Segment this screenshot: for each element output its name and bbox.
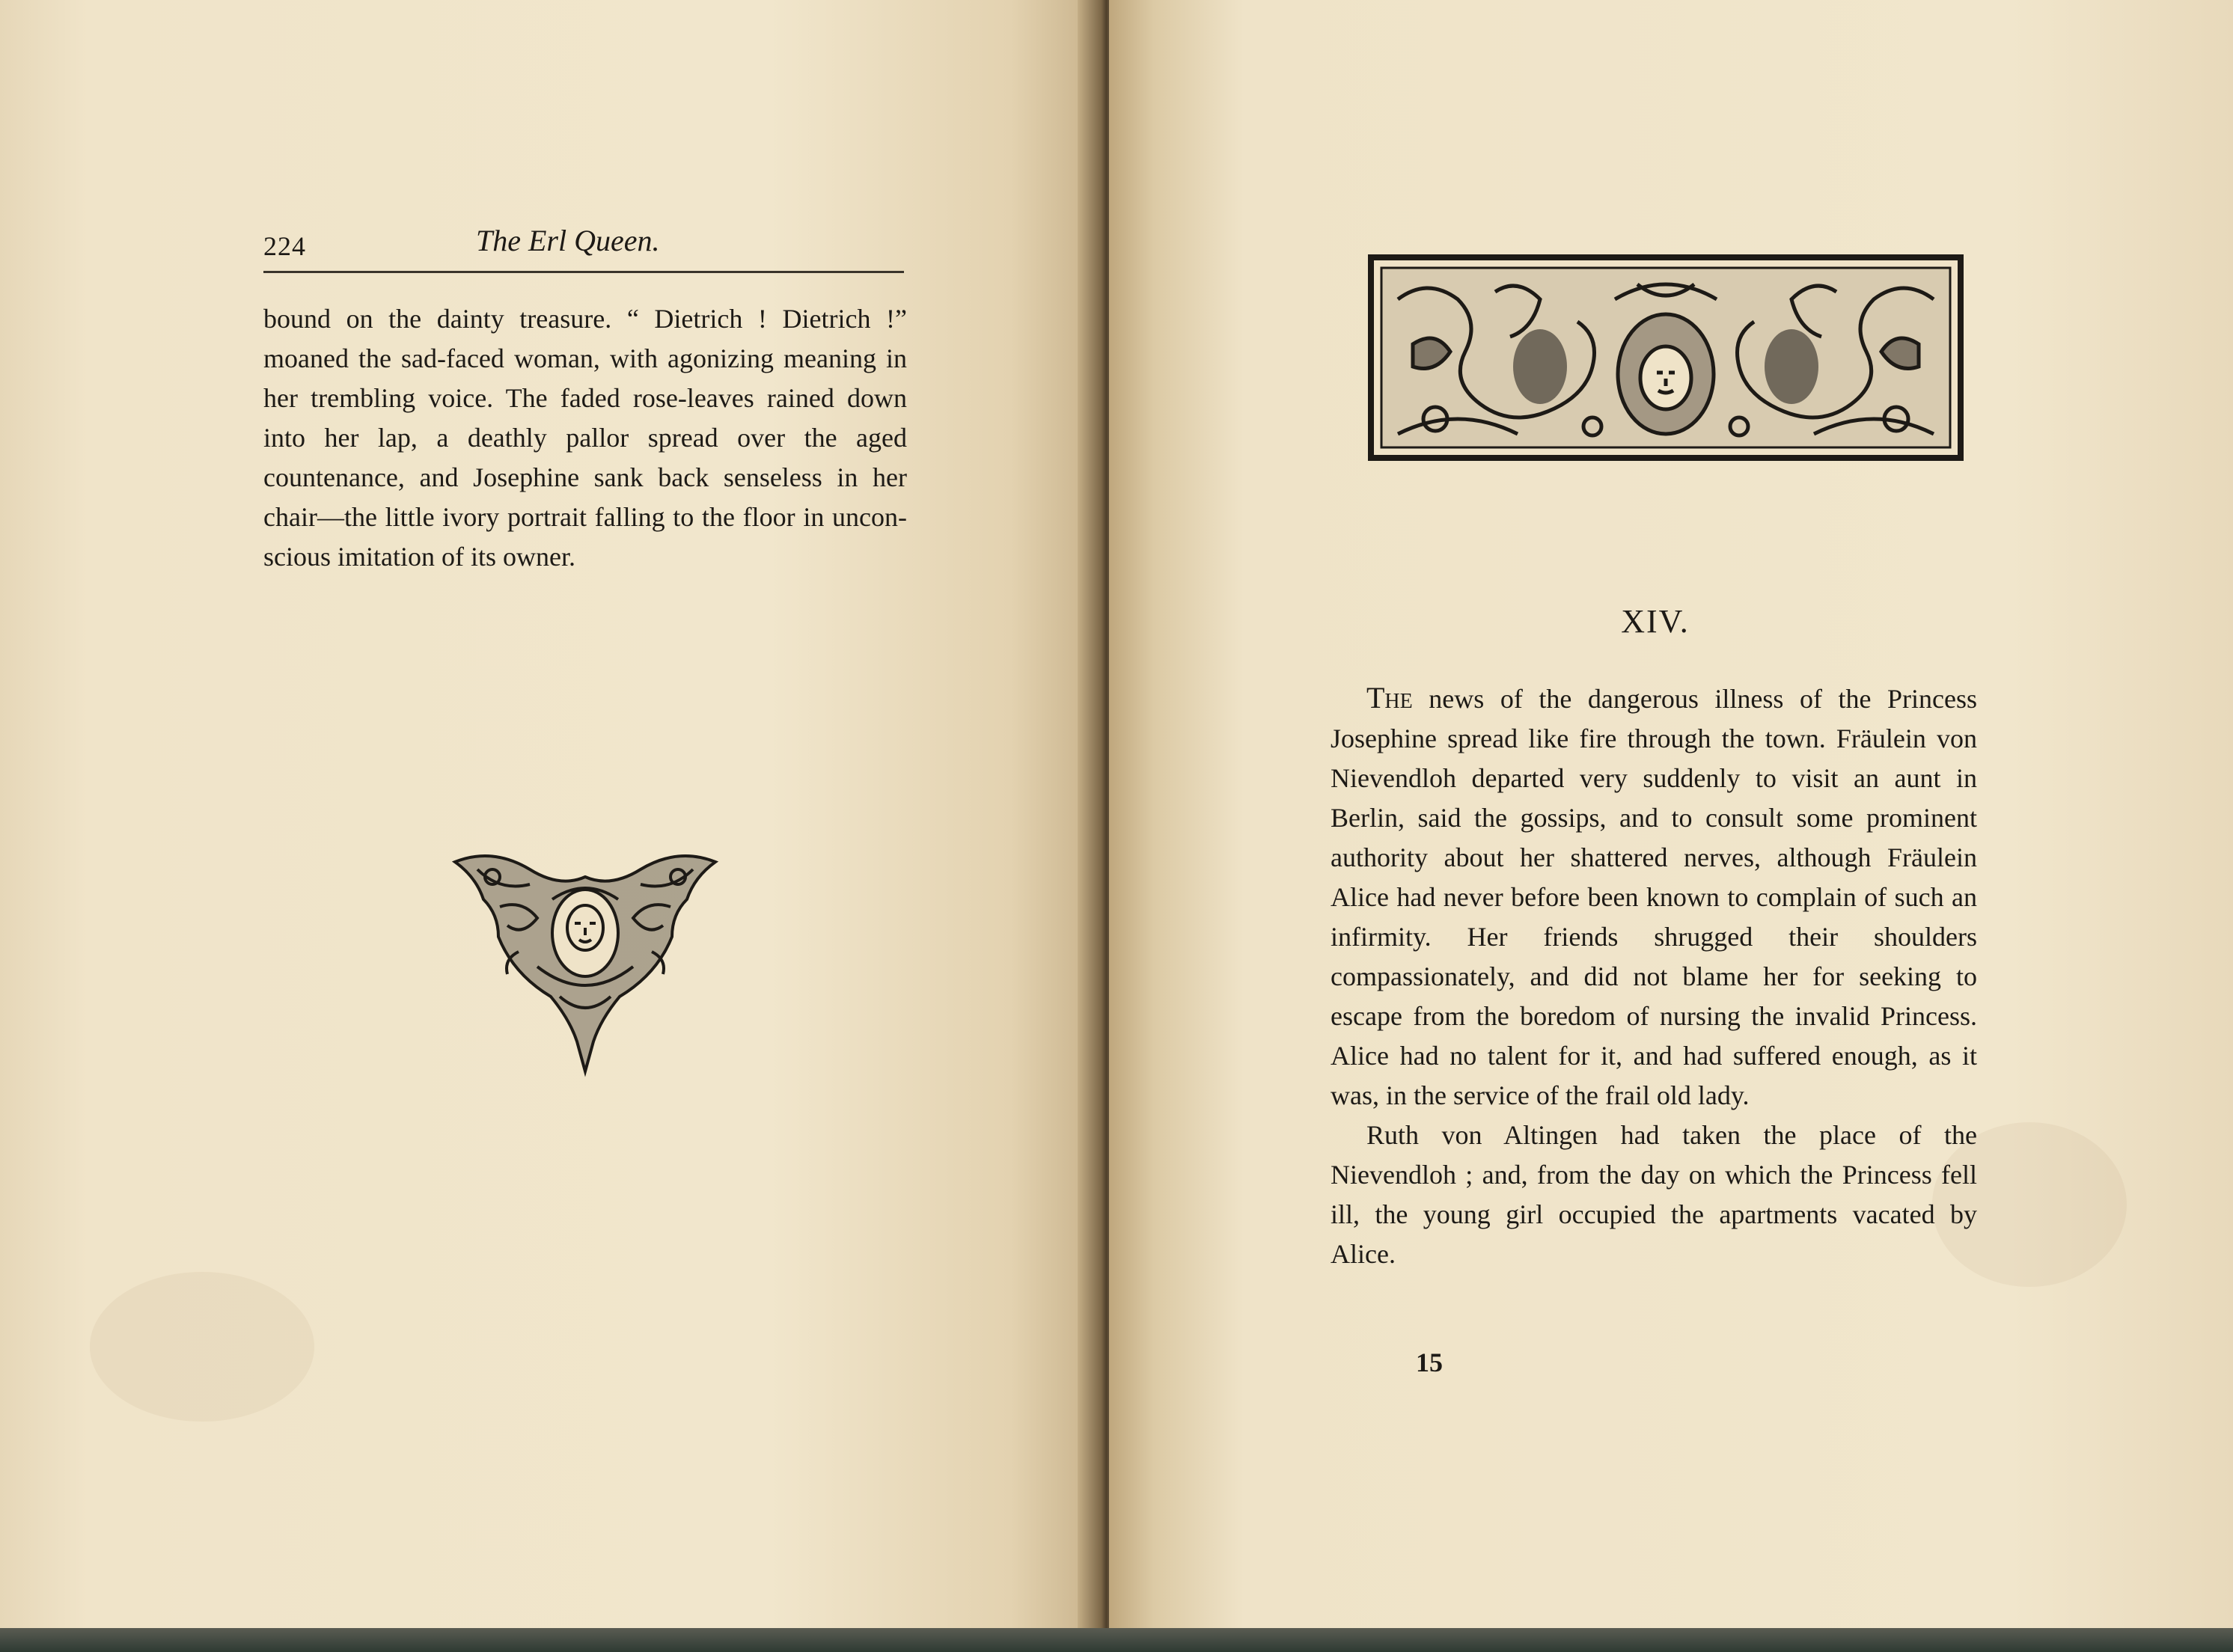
signature-mark: 15 [1416,1347,1443,1377]
tailpiece-ornament-icon [447,847,723,1080]
running-head [263,223,904,273]
paper-stain [90,1272,314,1422]
right-body-text [1331,678,1977,1274]
paragraph: bound on the dainty treasure. “ Dietrich ! Dietrich !” moaned the sad-faced woman, with agonizing meaning in her trembling voice. The faded rose-leaves rained down into her lap, a deathly pallor spread over the aged countenance, and Josephine sank back senseless in her chair—the little ivory portrait falling to the floor in unconscious imitation of its owner. [263,304,907,572]
paragraph-second: Ruth von Altingen had taken the place of the Nievendloh ; and, from the day on which the Princess fell ill, the young girl occupied the apartments vacated by Alice. [1331,1120,1977,1269]
chapter-heading: XIV. [1621,603,1690,640]
page-number: 224 [263,231,306,261]
headpiece-ornament-icon [1368,254,1964,461]
running-title: The Erl Queen. [476,224,660,257]
left-body-text [263,299,907,577]
lead-word: The [1366,681,1413,715]
paragraph-first [1331,678,1977,1116]
left-page [0,0,1099,1631]
book-cover-edge [0,1628,2233,1652]
paragraph-text: news of the dangerous illness of the Princess Josephine spread like fire through the town. Fräulein von Nievendloh departed very suddenly to visit an aunt in Berlin, said the gossips, and to consult some prominent authority about her shattered nerves, although Fräulein Alice had never before been known to complain of such an infirmity. Her friends shrugged their shoulders compassionately, and did not blame her for seeking to escape from the boredom of nursing the invalid Princess. Alice had no talent for it, and had suffered enough, as it was, in the service of the frail old lady. [1331,684,1977,1110]
